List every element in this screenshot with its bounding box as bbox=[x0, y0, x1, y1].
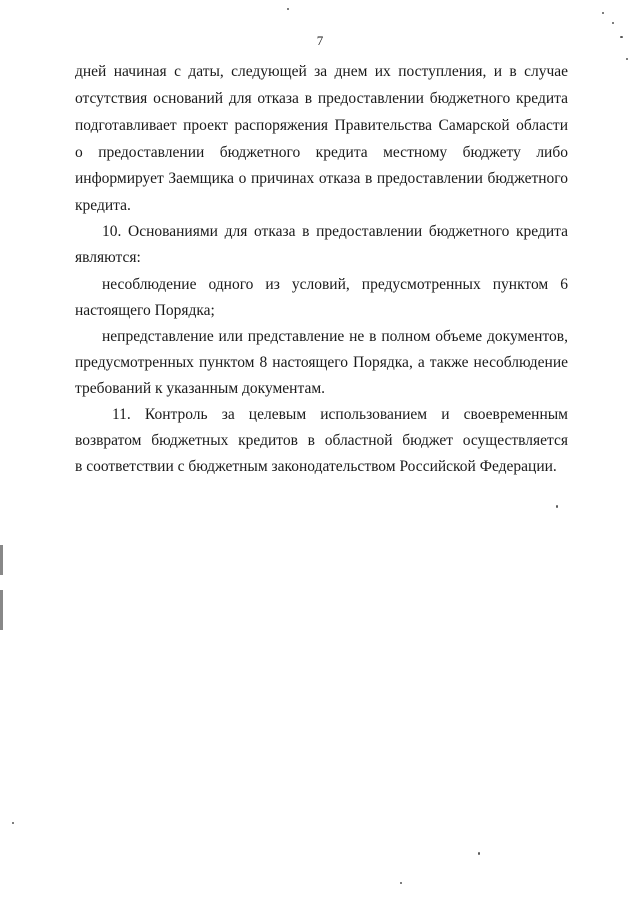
text-line: дней начиная с даты, следующей за днем их поступления, и в случае bbox=[75, 63, 568, 80]
list-item-first-line: несоблюдение одного из условий, предусмотренных пунктом 6 bbox=[102, 276, 568, 293]
page-number: 7 bbox=[316, 33, 324, 48]
text-line: подготавливает проект распоряжения Правительства Самарской области bbox=[75, 117, 568, 134]
scan-speck bbox=[12, 822, 14, 824]
paragraph-11-first-line: 11. Контроль за целевым использованием и своевременным bbox=[112, 406, 568, 423]
text-line: информирует Заемщика о причинах отказа в предоставлении бюджетного bbox=[75, 170, 568, 187]
scan-speck bbox=[478, 852, 480, 855]
scan-speck bbox=[556, 505, 558, 508]
text-line: требований к указанным документам. bbox=[75, 380, 326, 397]
paragraph-10-first-line: 10. Основаниями для отказа в предоставлении бюджетного кредита bbox=[102, 223, 568, 240]
scan-speck bbox=[400, 882, 402, 884]
text-line: отсутствия оснований для отказа в предоставлении бюджетного кредита bbox=[75, 90, 568, 107]
text-line: кредита. bbox=[75, 197, 131, 214]
text-line: настоящего Порядка; bbox=[75, 302, 215, 319]
text-line: о предоставлении бюджетного кредита местному бюджету либо bbox=[75, 144, 568, 161]
text-line: предусмотренных пунктом 8 настоящего Порядка, а также несоблюдение bbox=[75, 354, 568, 371]
scan-speck bbox=[620, 36, 623, 38]
list-item-first-line: непредставление или представление не в полном объеме документов, bbox=[102, 328, 568, 345]
scan-speck bbox=[287, 8, 289, 10]
scan-edge-mark bbox=[0, 545, 3, 575]
scan-edge-mark bbox=[0, 590, 3, 630]
text-line: возвратом бюджетных кредитов в областной бюджет осуществляется bbox=[75, 432, 568, 449]
scan-speck bbox=[602, 12, 604, 14]
text-line: являются: bbox=[75, 249, 141, 266]
scan-speck bbox=[626, 58, 628, 60]
scan-speck bbox=[612, 22, 614, 24]
text-line: в соответствии с бюджетным законодательством Российской Федерации. bbox=[75, 458, 557, 475]
